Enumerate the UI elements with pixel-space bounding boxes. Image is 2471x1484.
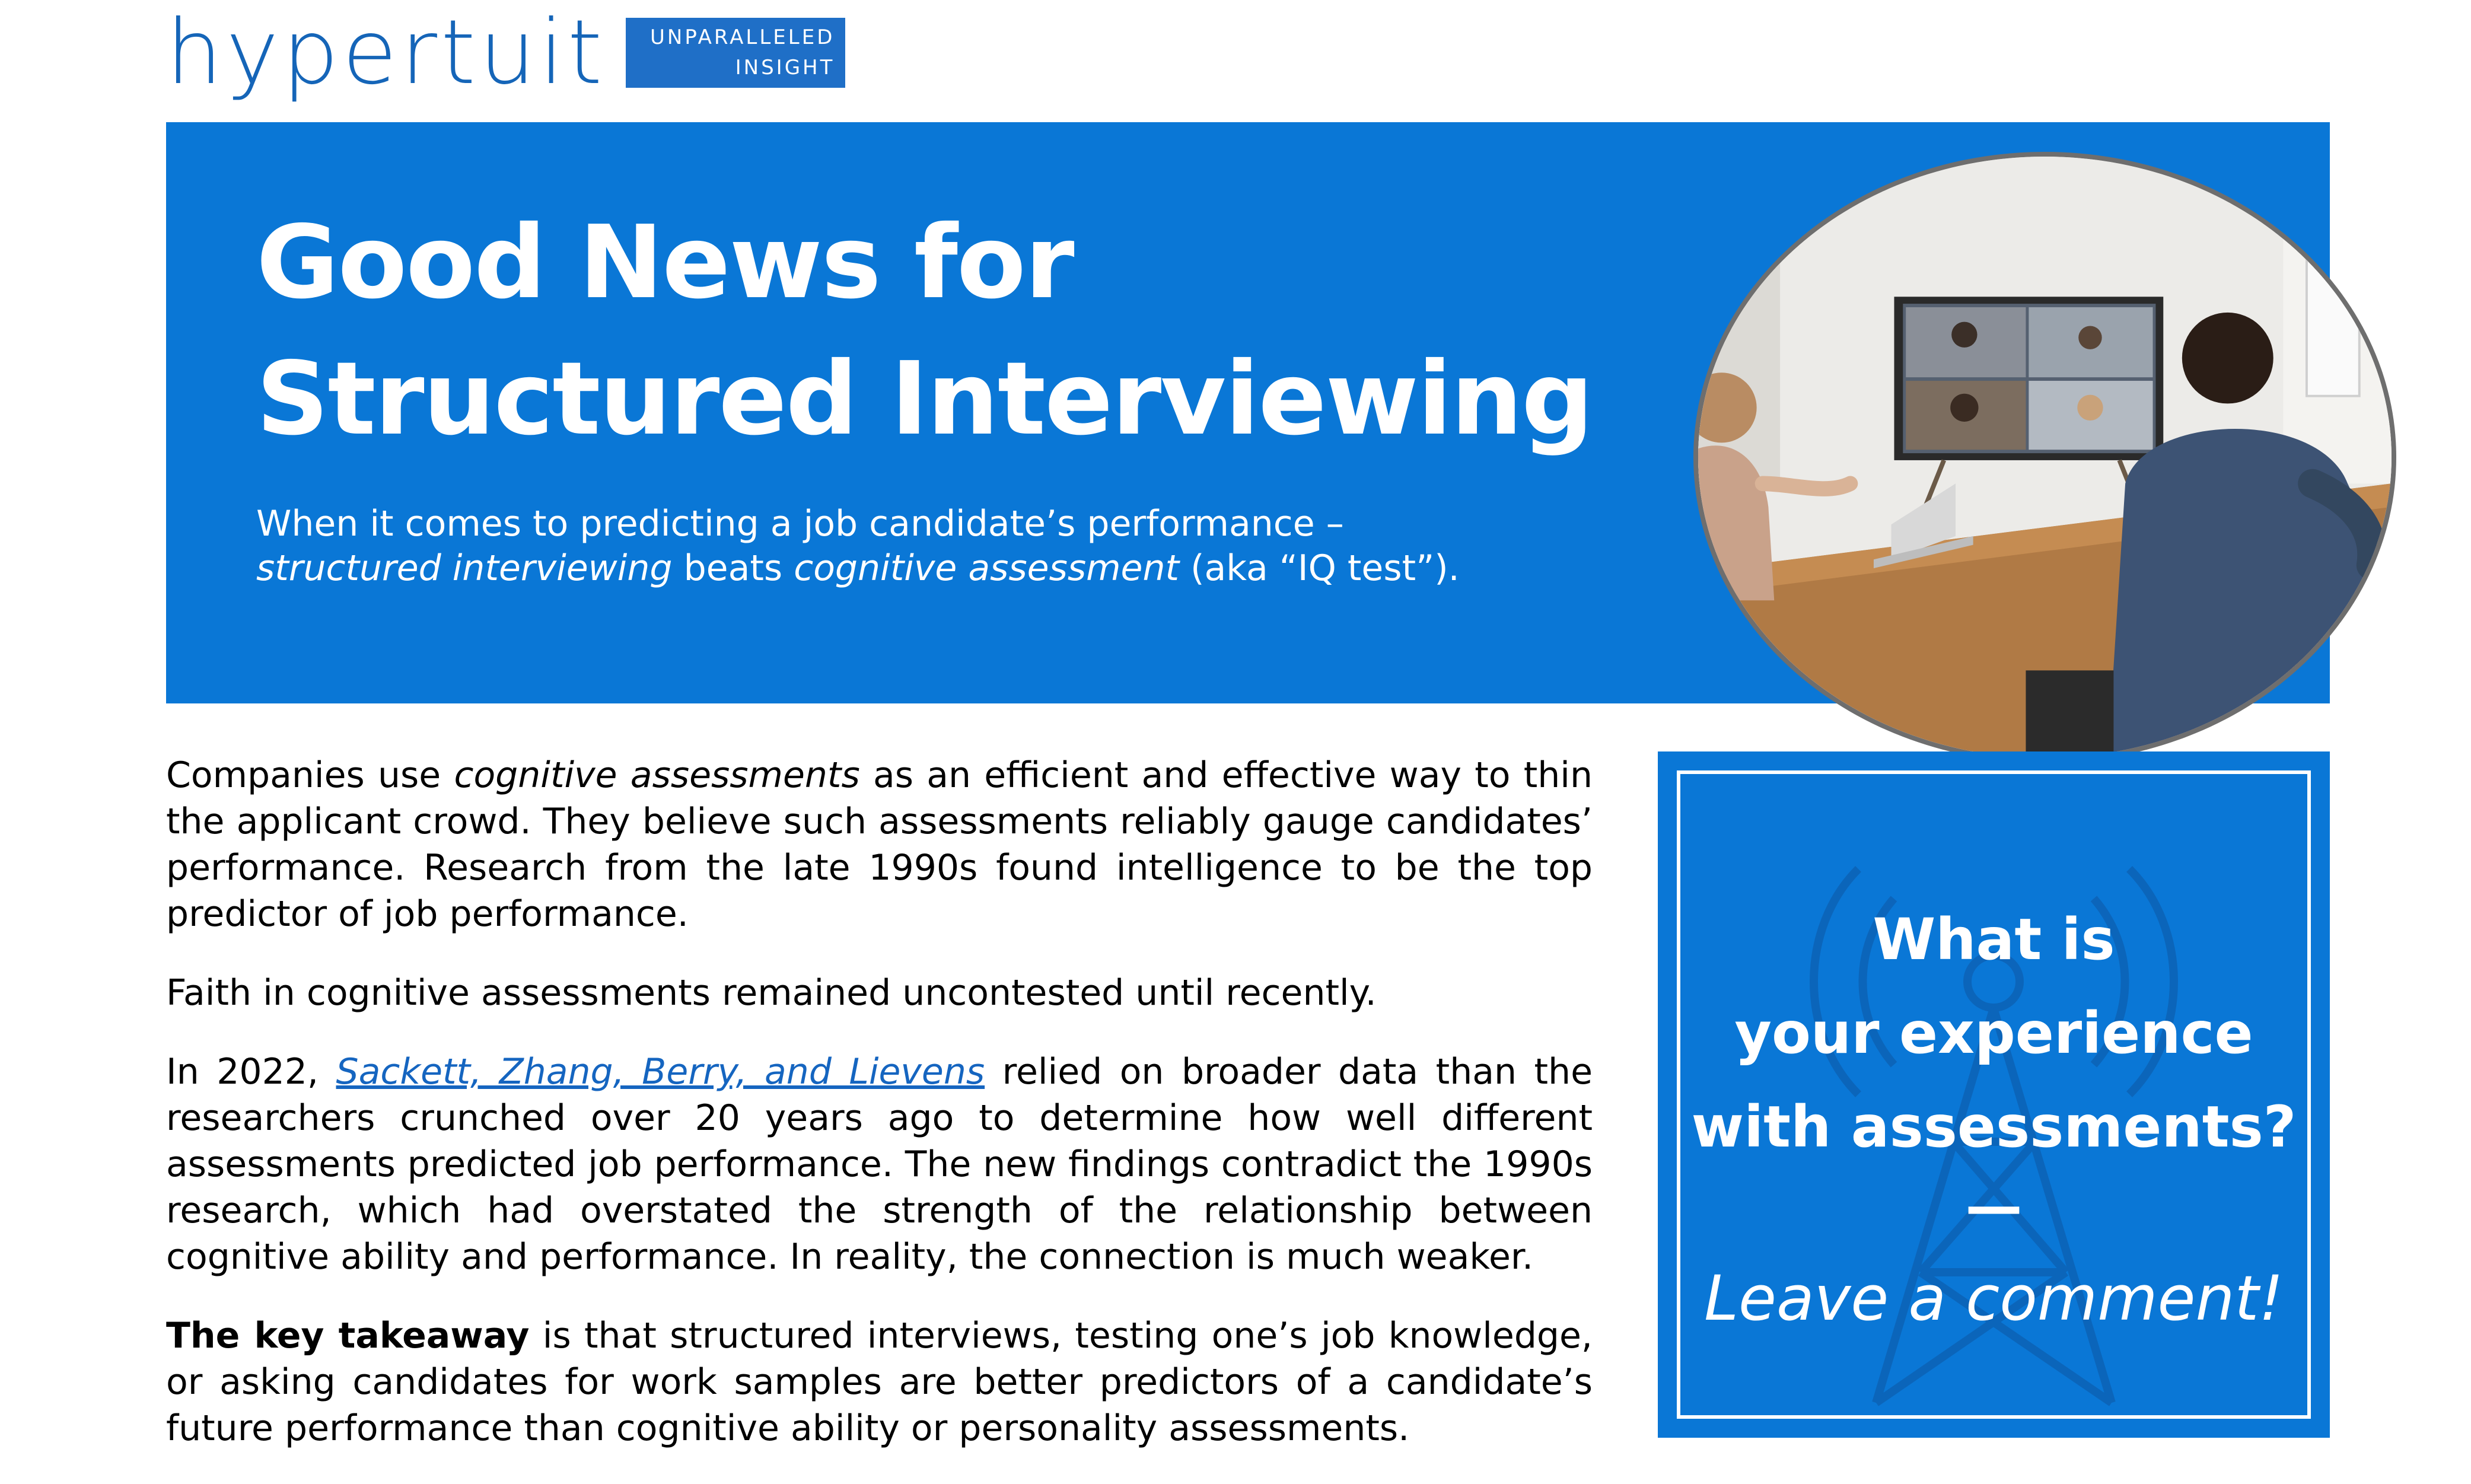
citation-link[interactable]: Sackett, Zhang, Berry, and Lievens — [336, 1051, 985, 1093]
video-conference-photo — [1693, 152, 2396, 763]
callout-line-1: What is — [1873, 906, 2115, 973]
brand-wordmark: hypertuit — [166, 1, 606, 104]
subtitle-mid: beats — [672, 547, 794, 589]
article-body — [166, 752, 1593, 1484]
tagline-line-1: UNPARALLELED — [650, 26, 835, 49]
callout-line-2: your experience — [1734, 1000, 2253, 1066]
callout-dash: — — [1965, 1173, 2023, 1240]
callout-frame — [1677, 770, 2311, 1419]
paragraph-3 — [166, 1049, 1593, 1280]
brand-logo — [166, 1, 845, 104]
comment-callout[interactable] — [1658, 751, 2330, 1438]
callout-line-3: with assessments? — [1691, 1094, 2297, 1160]
subtitle-line-2 — [256, 546, 1460, 591]
p4-rest: is that structured interviews, testing one’s job knowledge, or asking candidates for work samples are better predictors of a candidate’s future performance than cognitive ability or personality assessments. — [166, 1315, 1593, 1449]
paragraph-1 — [166, 752, 1593, 937]
callout-question — [1680, 893, 2307, 1174]
p3-lead: In 2022, — [166, 1051, 336, 1093]
p1-rest: as an efficient and effective way to thin the applicant crowd. They believe such assessments reliably gauge candidates’ performance. Research from the late 1990s found intelligence to be the top predictor of job performance. — [166, 754, 1593, 935]
hero-banner — [166, 122, 2330, 703]
title-line-1: Good News for — [256, 204, 1074, 321]
key-takeaway-label: The key takeaway — [166, 1315, 530, 1356]
subtitle-line-1: When it comes to predicting a job candidate’s performance – — [256, 503, 1344, 544]
subtitle-end: (aka “IQ test”). — [1179, 547, 1460, 589]
p3-rest: relied on broader data than the researchers crunched over 20 years ago to determine how well different assessments predicted job performance. The new findings contradict the 1990s research, which had overstated the strength of the relationship between cognitive ability and performance. In reality, the connection is much weaker. — [166, 1051, 1593, 1278]
leave-comment-link[interactable]: Leave a comment! — [1704, 1262, 2284, 1335]
paragraph-4 — [166, 1313, 1593, 1451]
hero-subtitle — [256, 502, 1460, 591]
paragraph-2: Faith in cognitive assessments remained uncontested until recently. — [166, 972, 1377, 1014]
callout-text — [1680, 893, 2307, 1334]
title-line-2: Structured Interviewing — [256, 340, 1593, 458]
page-title — [256, 195, 1593, 467]
p1-emphasis: cognitive assessments — [454, 754, 860, 796]
subtitle-emphasis-1: structured interviewing — [256, 547, 673, 589]
subtitle-emphasis-2: cognitive assessment — [794, 547, 1180, 589]
p1-lead: Companies use — [166, 754, 454, 796]
brand-tagline — [626, 18, 845, 88]
tagline-line-2: INSIGHT — [735, 56, 835, 79]
